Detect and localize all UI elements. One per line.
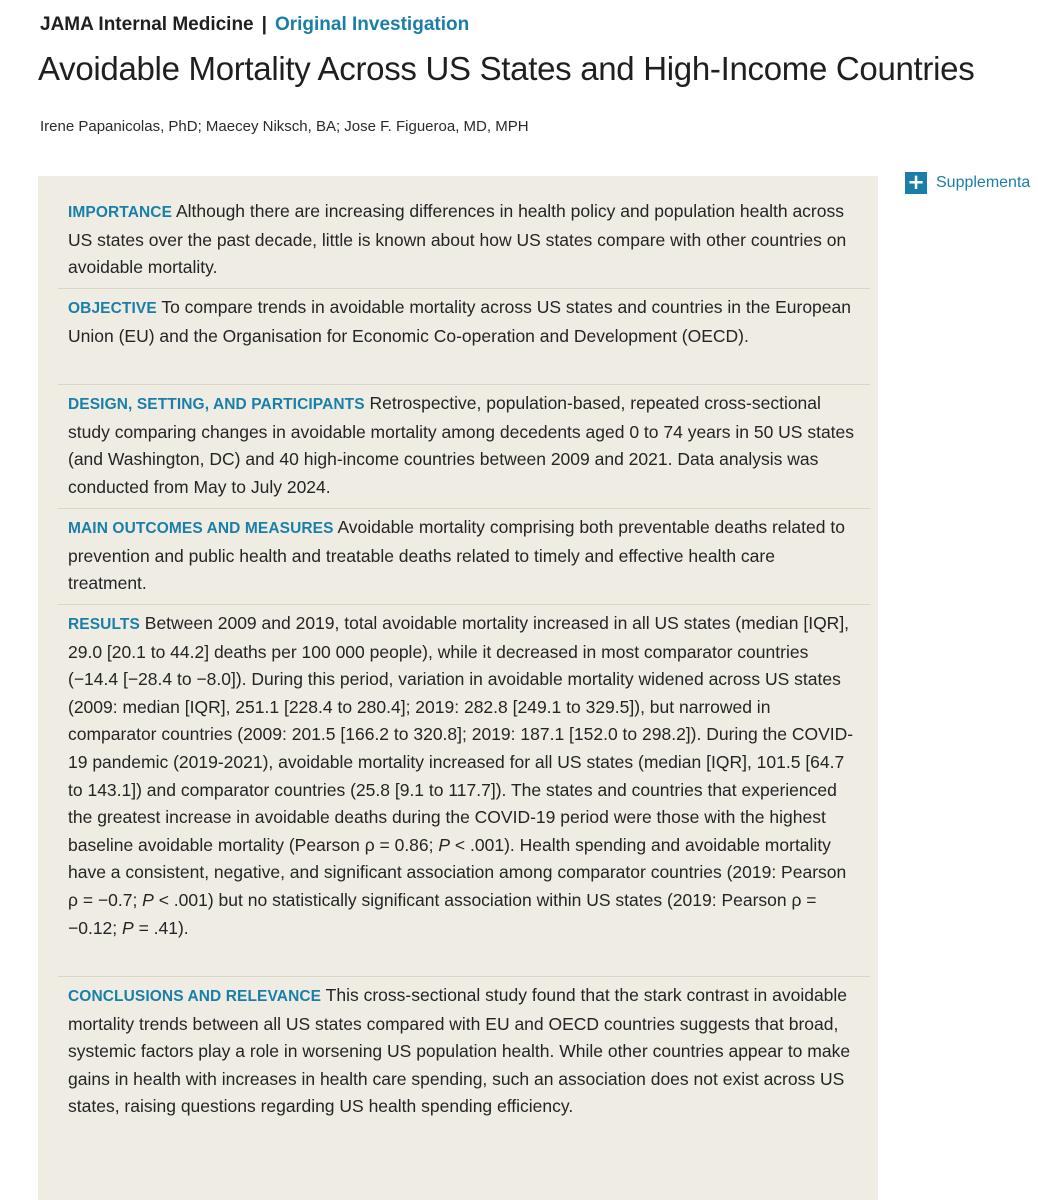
p-value-symbol: P [122,917,134,938]
abstract-objective [68,294,856,350]
importance-heading: IMPORTANCE [68,204,173,221]
section-divider [58,976,870,977]
abstract-results [68,610,856,942]
abstract-panel [38,176,878,1200]
results-text-1: Between 2009 and 2019, total avoidable mortality increased in all US states (median [IQR], 29.0 [20.1 to 44.2] deaths per 100 000 people), while it decreased in most comparator countries (−14.4 [−28.4 to −8.0]). During this period, variation in avoidable mortality widened across US states (2009: median [IQR], 251.1 [228.4 to 280.4]; 2019: 282.8 [249.1 to 329.5]), but narrowed in comparator countries (2009: 201.5 [166.2 to 320.8]; 2019: 187.1 [152.0 to 298.2]). During the COVID-19 pandemic (2019-2021), avoidable mortality increased for all US states (median [IQR], 101.5 [64.7 to 143.1]) and comparator countries (25.8 [9.1 to 117.7]). The states and countries that experienced the greatest increase in avoidable deaths during the COVID-19 period were those with the highest baseline avoidable mortality (Pearson ρ = 0.86; [68,613,854,855]
results-heading: RESULTS [68,616,140,633]
supplemental-content-link[interactable] [905,172,1030,194]
results-text-3: < .001) but no statistically significant association within US states (2019: Pearson ρ = −0.12; [68,889,817,938]
conclusions-text: This cross-sectional study found that the stark contrast in avoidable mortality trends between all US states compared with EU and OECD countries suggests that broad, systemic factors play a role in worsening US population health. While other countries appear to make gains in health with increases in health care spending, such an association does not exist across US states, raising questions regarding US health spending efficiency. [68,985,851,1117]
journal-name: JAMA Internal Medicine [40,14,254,35]
results-text-4: = .41). [133,917,189,938]
abstract-conclusions [68,982,856,1121]
conclusions-heading: CONCLUSIONS AND RELEVANCE [68,988,322,1005]
results-text-2: < .001). Health spending and avoidable mortality have a consistent, negative, and significant association among comparator countries (2019: Pearson ρ = −0.7; [68,834,847,910]
abstract-outcomes [68,514,856,598]
objective-text: To compare trends in avoidable mortality across US states and countries in the European Union (EU) and the Organisation for Economic Co-operation and Development (OECD). [68,297,851,346]
header-separator: | [261,14,267,35]
outcomes-text: Avoidable mortality comprising both preventable deaths related to prevention and public health and treatable deaths related to timely and effective health care treatment. [68,517,845,594]
section-divider [58,508,870,509]
article-title: Avoidable Mortality Across US States and High-Income Countries [38,50,975,87]
journal-header [40,14,469,36]
importance-text: Although there are increasing differences in health policy and population health across US states over the past decade, little is known about how US states compare with other countries on avoidable mortality. [68,201,847,278]
objective-heading: OBJECTIVE [68,300,157,317]
outcomes-heading: MAIN OUTCOMES AND MEASURES [68,520,334,537]
design-text: Retrospective, population-based, repeated cross-sectional study comparing changes in avoidable mortality among decedents aged 0 to 74 years in 50 US states (and Washington, DC) and 40 high-income countries between 2009 and 2021. Data analysis was conducted from May to July 2024. [68,393,855,497]
design-heading: DESIGN, SETTING, AND PARTICIPANTS [68,396,365,413]
section-divider [58,384,870,385]
plus-icon[interactable]: + [905,172,927,194]
supplement-label[interactable]: Supplementa [936,174,1031,191]
p-value-symbol: P [438,834,451,855]
p-value-symbol: P [142,889,154,910]
author-list: Irene Papanicolas, PhD; Maecey Niksch, BA; Jose F. Figueroa, MD, MPH [40,118,529,135]
section-divider [58,604,870,605]
article-type[interactable]: Original Investigation [274,14,470,35]
abstract-importance [68,198,856,282]
abstract-design [68,390,856,501]
section-divider [58,288,870,289]
